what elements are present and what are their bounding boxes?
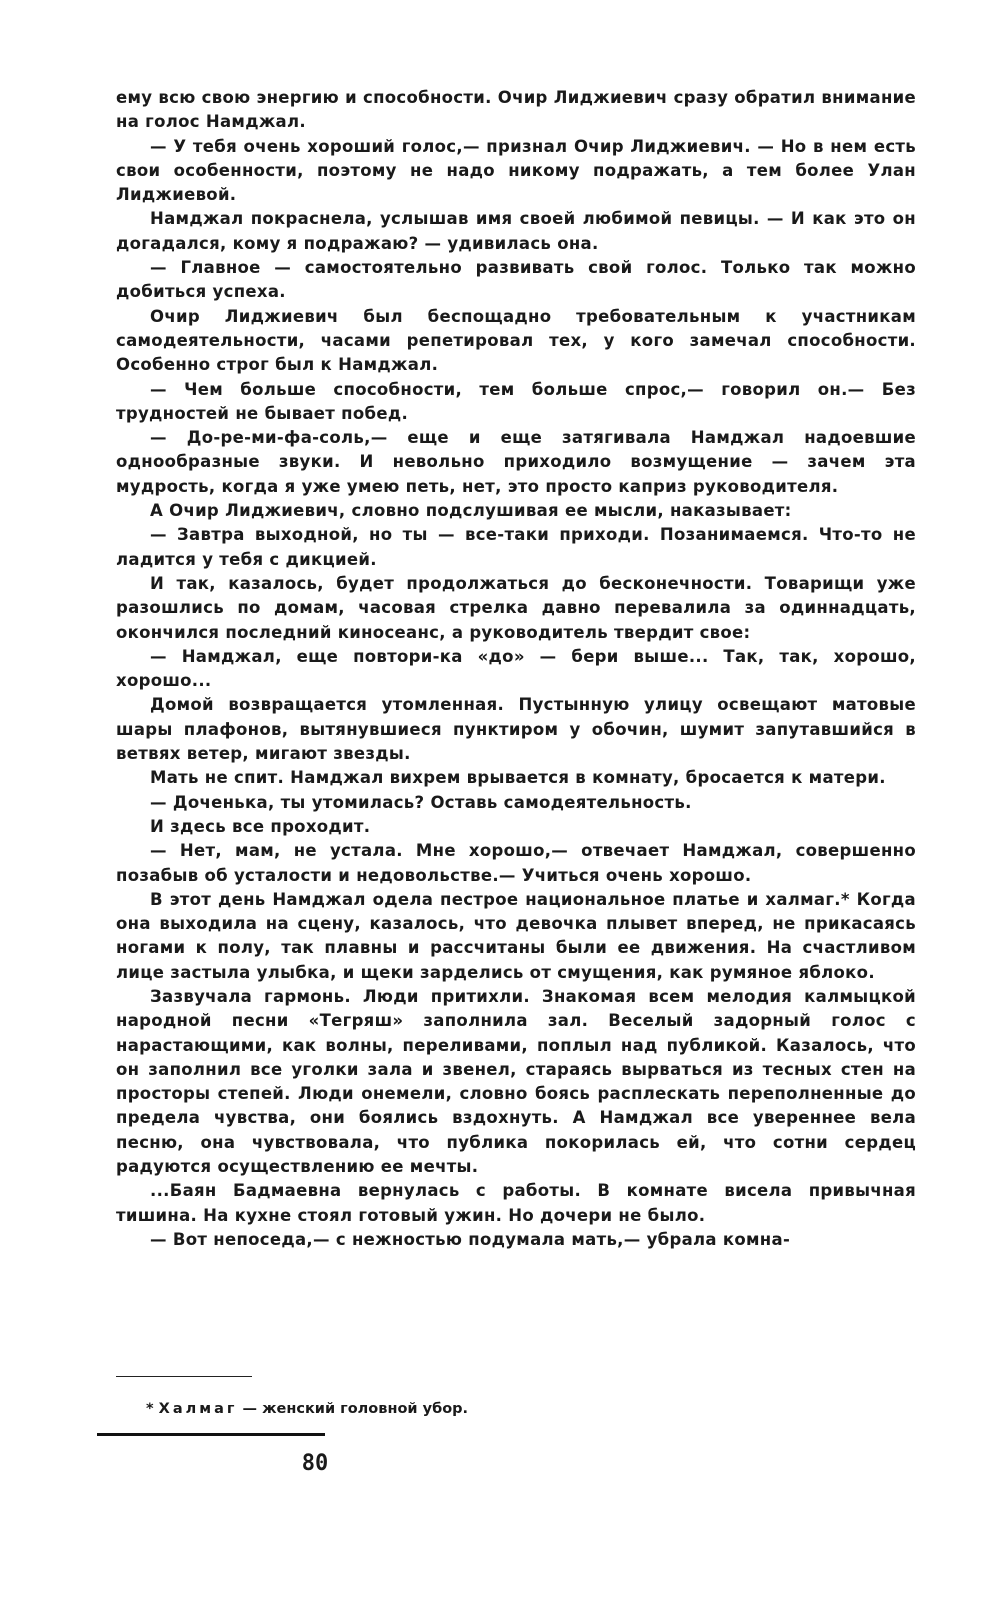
footnote	[146, 1399, 846, 1419]
paragraph: В этот день Намджал одела пестрое национальное платье и халмаг.* Когда она выходила на сцену, казалось, что девочка плывет вперед, не прикасаясь ногами к полу, так плавны и рассчитаны были ее движения. На счастливом лице застыла улыбка, и щеки зарделись от смущения, как румяное яблоко.	[116, 889, 916, 982]
paragraph: И здесь все проходит.	[150, 816, 371, 836]
footnote-term: Халмаг	[158, 1401, 238, 1417]
footnote-marker: *	[146, 1401, 154, 1417]
paragraph: Намджал покраснела, услышав имя своей любимой певицы. — И как это он догадался, кому я подражаю? — удивилась она.	[116, 209, 916, 253]
paragraph: ему всю свою энергию и способности. Очир Лиджиевич сразу обратил внимание на голос Намджал.	[116, 88, 916, 132]
paragraph: Зазвучала гармонь. Люди притихли. Знакомая всем мелодия калмыцкой народной песни «Тегряш» заполнила зал. Веселый задорный голос с нарастающими, как волны, переливами, поплыл над публикой. Казалось, что он заполнил все уголки зала и звенел, стараясь вырваться из тесных стен на просторы степей. Люди онемели, словно боясь расплескать переполненные до предела чувства, они боялись вздохнуть. А Намджал все увереннее вела песню, она чувствовала, что публика покорилась ей, что сотни сердец радуются осуществлению ее мечты.	[116, 986, 916, 1177]
paragraph: — Чем больше способности, тем больше спрос,— говорил он.— Без трудностей не бывает побед.	[116, 379, 916, 423]
footnote-definition: — женский головной убор.	[242, 1401, 469, 1417]
paragraph: И так, казалось, будет продолжаться до бесконечности. Товарищи уже разошлись по домам, часовая стрелка давно перевалила за одиннадцать, окончился последний киносеанс, а руководитель твердит свое:	[116, 573, 916, 642]
paragraph: — Нет, мам, не устала. Мне хорошо,— отвечает Намджал, совершенно позабыв об усталости и недовольстве.— Учиться очень хорошо.	[116, 841, 916, 885]
page-number: 80	[301, 1451, 329, 1476]
paragraph: Мать не спит. Намджал вихрем врывается в комнату, бросается к матери.	[150, 768, 886, 788]
paragraph: А Очир Лиджиевич, словно подслушивая ее мысли, наказывает:	[150, 501, 792, 521]
paragraph: — Доченька, ты утомилась? Оставь самодеятельность.	[150, 792, 692, 812]
paragraph: — Намджал, еще повтори-ка «до» — бери выше... Так, так, хорошо, хорошо...	[116, 646, 916, 691]
page-body	[116, 86, 916, 1252]
paragraph: — Завтра выходной, но ты — все-таки приходи. Позанимаемся. Что-то не ладится у тебя с дикцией.	[116, 525, 916, 569]
paragraph: — До-ре-ми-фа-соль,— еще и еще затягивала Намджал надоевшие однообразные звуки. И невольно приходило возмущение — зачем эта мудрость, когда я уже умею петь, нет, это просто каприз руководителя.	[116, 428, 916, 496]
bottom-divider	[97, 1433, 325, 1436]
paragraph: Домой возвращается утомленная. Пустынную улицу освещают матовые шары плафонов, вытянувшиеся пунктиром у обочин, шумит запутавшийся в ветвях ветер, мигают звезды.	[116, 695, 916, 764]
paragraph: ...Баян Бадмаевна вернулась с работы. В комнате висела привычная тишина. На кухне стоял готовый ужин. Но дочери не было.	[116, 1181, 916, 1225]
paragraph: — У тебя очень хороший голос,— признал Очир Лиджиевич. — Но в нем есть свои особенности, поэтому не надо никому подражать, а тем более Улан Лиджиевой.	[116, 136, 916, 205]
paragraph: — Главное — самостоятельно развивать свой голос. Только так можно добиться успеха.	[116, 258, 916, 302]
footnote-divider	[116, 1376, 252, 1377]
paragraph: — Вот непоседа,— с нежностью подумала мать,— убрала комна-	[150, 1229, 791, 1249]
paragraph: Очир Лиджиевич был беспощадно требовательным к участникам самодеятельности, часами репетировал тех, у кого замечал способности. Особенно строг был к Намджал.	[116, 306, 916, 375]
